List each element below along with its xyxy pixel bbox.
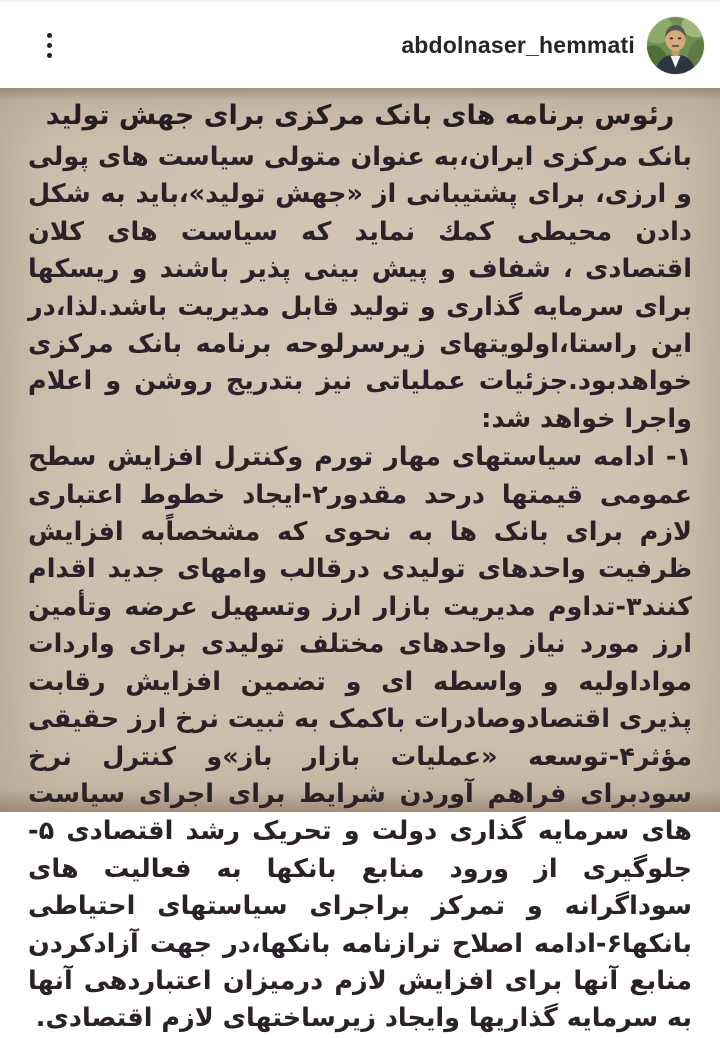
header-right-group	[401, 17, 704, 74]
post-paragraph-numbered-list: ۱- ادامه سیاستهای مهار تورم وکنترل افزایش سطح عمومی قیمتها درحد مقدور۲-ایجاد خطوط اعتباری لازم برای بانک ها به نحوی که مشخصاًبه افزایش ظرفیت واحدهای تولیدی درقالب وامهای جدید اقدام کنند۳-تداوم مدیریت بازار ارز وتسهیل عرضه وتأمین ارز مورد نیاز واحدهای مختلف تولیدی برای واردات مواداولیه و واسطه ای و تضمین افزایش رقابت پذیری اقتصادوصادرات باکمک به ثبیت نرخ ارز حقیقی مؤثر۴-توسعه «عملیات بازار باز»و کنترل نرخ سودبرای فراهم آوردن شرایط برای اجرای سیاست های سرمایه گذاری دولت و تحریک رشد اقتصادی ۵-جلوگیری از ورود منابع بانکها به فعالیت های سوداگرانه و تمرکز براجرای سیاستهای احتیاطی بانکها۶-ادامه اصلاح ترازنامه بانکها،در جهت آزادکردن منابع آنها برای افزایش لازم درمیزان اعتباردهی آنها به سرمایه گذاریها وایجاد زیرساختهای لازم اقتصادی.	[28, 442, 692, 1034]
avatar[interactable]	[647, 17, 704, 74]
username[interactable]: abdolnaser_hemmati	[401, 31, 635, 58]
post-body-text	[28, 139, 692, 1038]
kebab-menu-icon[interactable]	[34, 25, 64, 65]
post-title: رئوس برنامه های بانک مرکزی برای جهش تولید	[45, 100, 675, 131]
post-image[interactable]	[0, 88, 720, 1034]
avatar-photo-icon	[647, 17, 704, 74]
post-paragraph-intro: بانک مرکزی ایران،به عنوان متولی سیاست های پولی و ارزی، برای پشتیبانی از «جهش تولید»،باید به شکل دادن محیطی کمك نماید که سیاست های کلان اقتصادی ، شفاف و پیش بینی پذیر باشند و ریسکها برای سرمایه گذاری و تولید قابل مدیریت باشد.لذا،در این راستا،اولویتهای زیرسرلوحه برنامه بانک مرکزی خواهدبود.جزئیات عملیاتی نیز بتدریج روشن و اعلام واجرا خواهد شد:	[28, 142, 692, 434]
post-header-bar	[0, 0, 720, 88]
